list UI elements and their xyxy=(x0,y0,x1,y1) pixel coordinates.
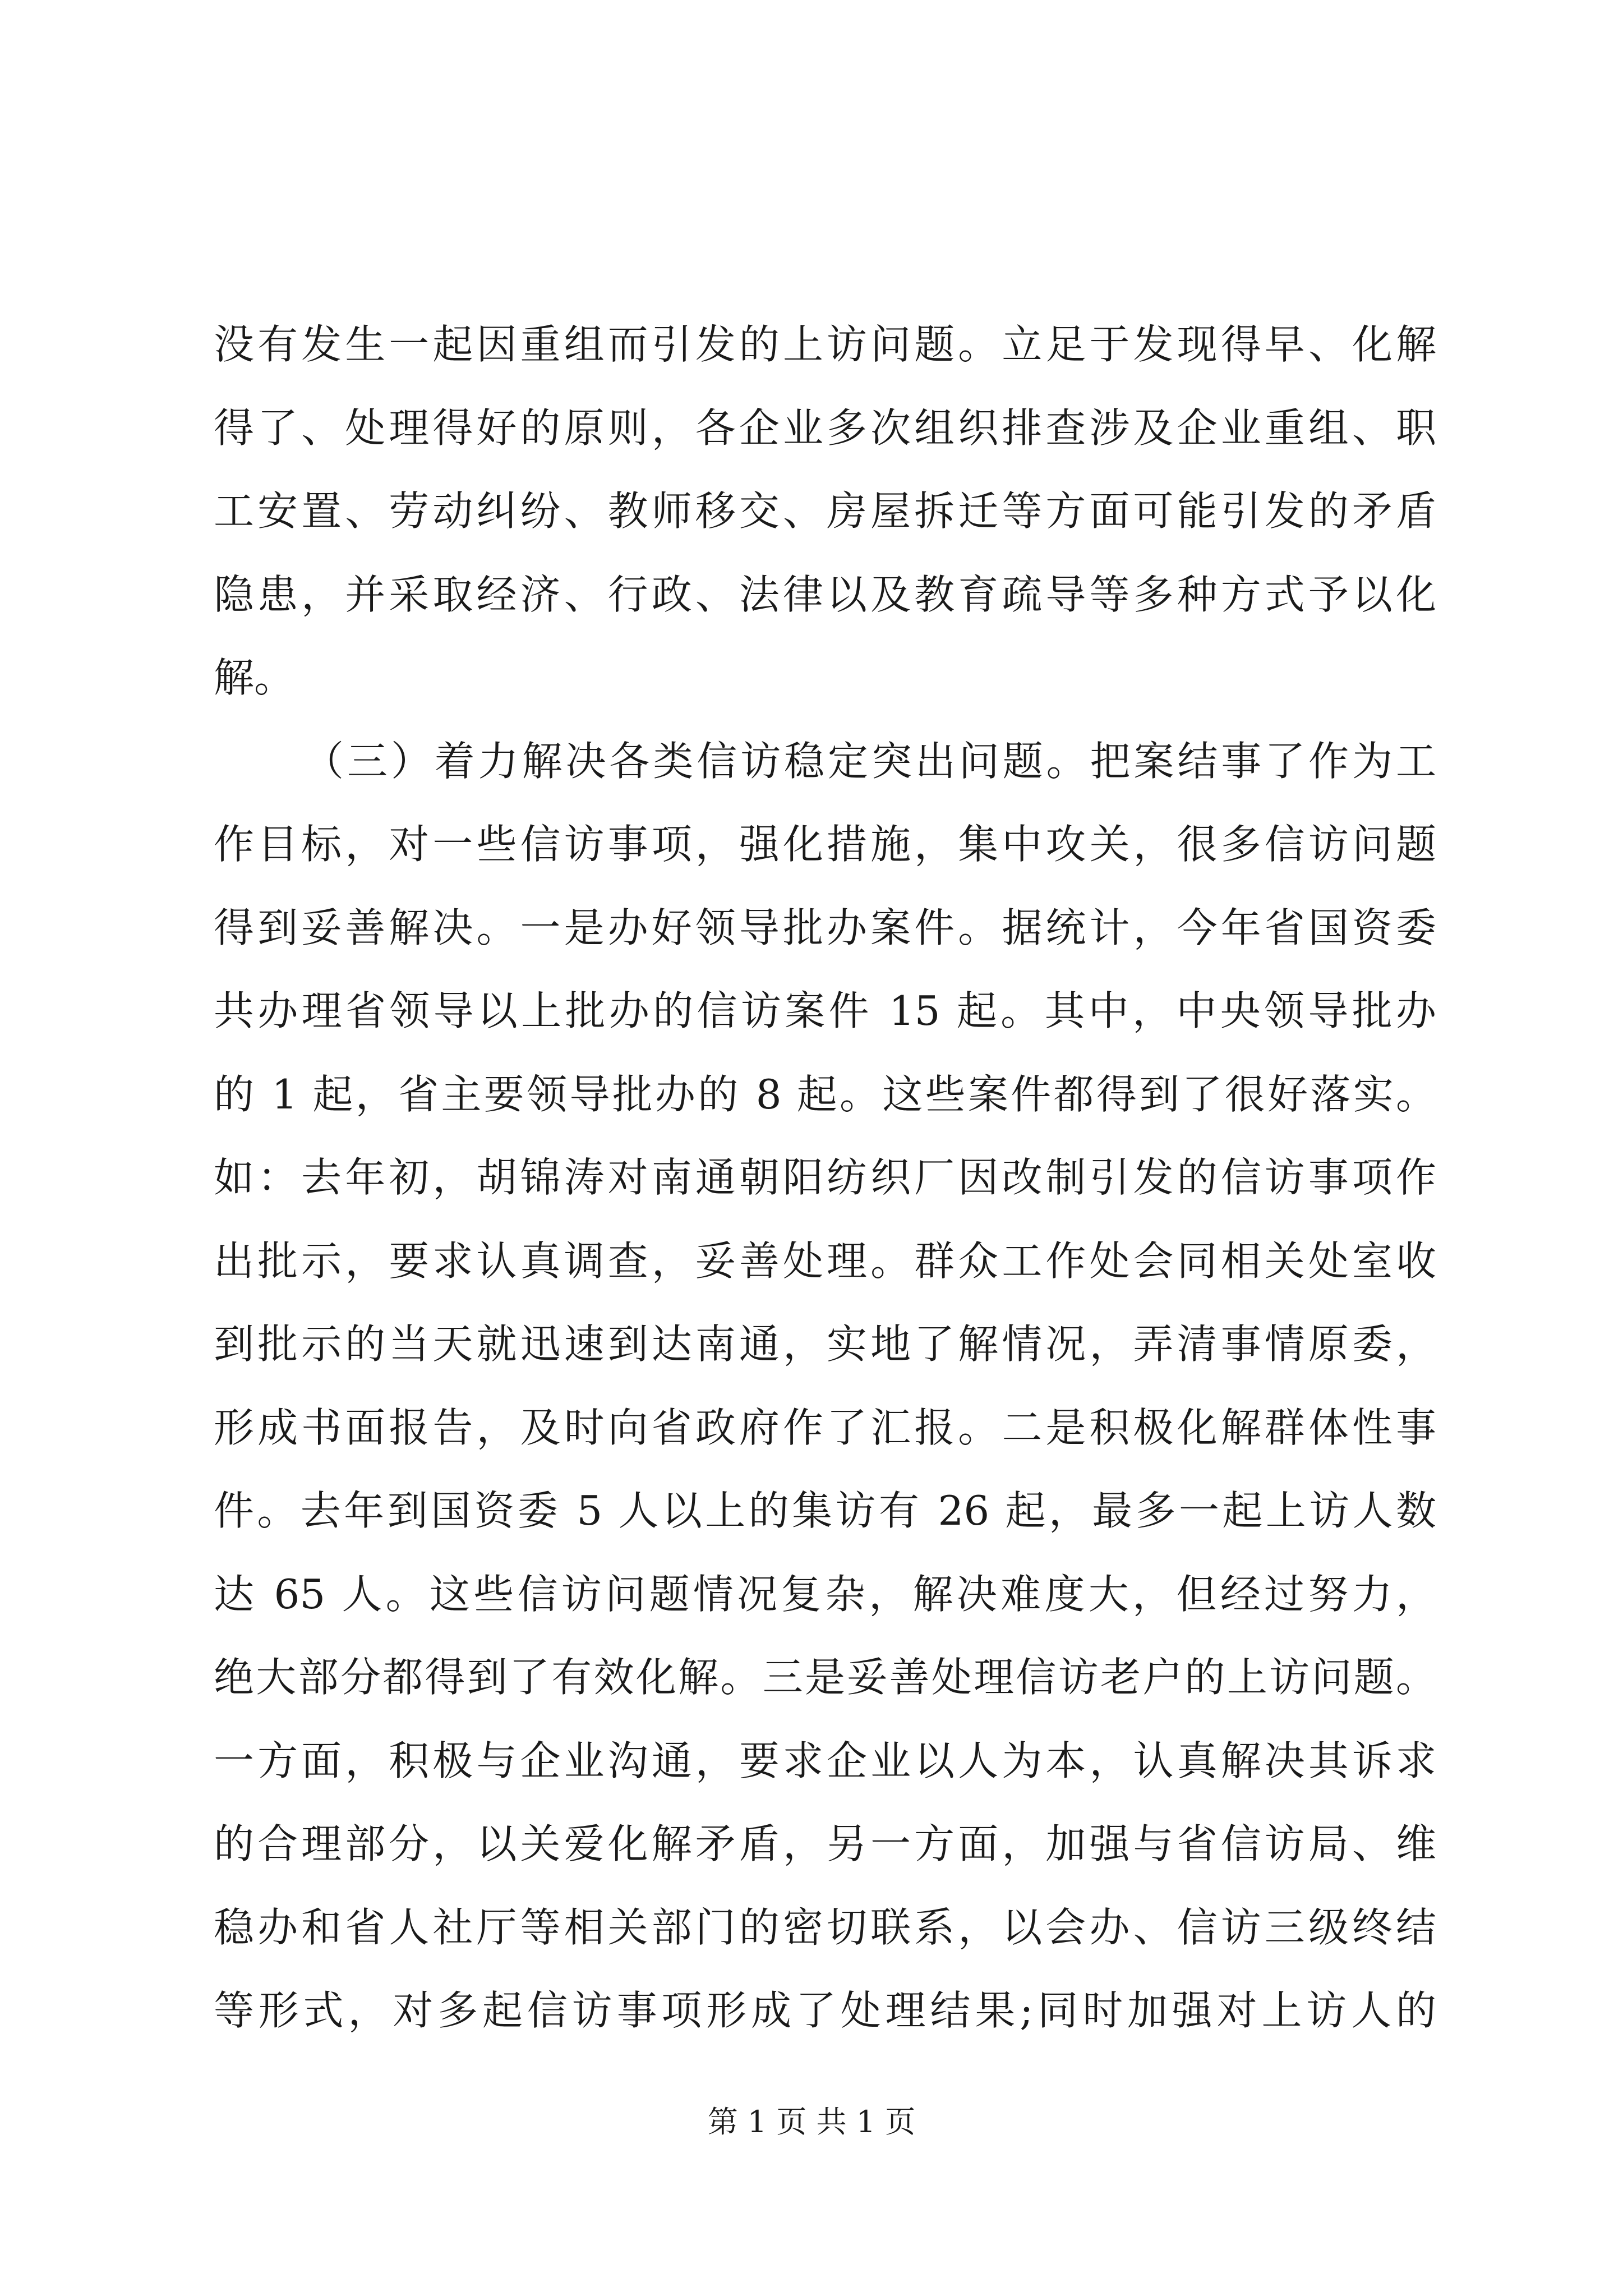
text-line: 到批示的当天就迅速到达南通，实地了解情况，弄清事情原委， xyxy=(214,1320,1436,1368)
text-line: 得到妥善解决。一是办好领导批办案件。据统计，今年省国资委 xyxy=(214,904,1436,951)
text-line: 一方面，积极与企业沟通，要求企业以人为本，认真解决其诉求 xyxy=(214,1737,1436,1784)
page-footer: 第 1 页 共 1 页 xyxy=(707,2104,916,2139)
text-line: 隐患，并采取经济、行政、法律以及教育疏导等多种方式予以化 xyxy=(214,570,1436,618)
text-line: 的 1 起，省主要领导批办的 8 起。这些案件都得到了很好落实。 xyxy=(214,1070,1436,1118)
text-line: 得了、处理得好的原则，各企业多次组织排查涉及企业重组、职 xyxy=(214,404,1436,452)
text-line: 件。去年到国资委 5 人以上的集访有 26 起，最多一起上访人数 xyxy=(214,1487,1436,1534)
text-line: 形成书面报告，及时向省政府作了汇报。二是积极化解群体性事 xyxy=(214,1404,1436,1451)
text-line: 的合理部分，以关爱化解矛盾，另一方面，加强与省信访局、维 xyxy=(214,1820,1436,1867)
text-line: 等形式，对多起信访事项形成了处理结果;同时加强对上访人的 xyxy=(214,1987,1436,2034)
text-line: 解。 xyxy=(214,654,295,701)
text-line: 工安置、劳动纠纷、教师移交、房屋拆迁等方面可能引发的矛盾 xyxy=(214,487,1436,535)
text-line: 作目标，对一些信访事项，强化措施，集中攻关，很多信访问题 xyxy=(214,821,1436,868)
text-line: 稳办和省人社厅等相关部门的密切联系，以会办、信访三级终结 xyxy=(214,1903,1436,1951)
body-text xyxy=(214,303,1436,2053)
text-line: 共办理省领导以上批办的信访案件 15 起。其中，中央领导批办 xyxy=(214,987,1436,1034)
text-line: 出批示，要求认真调查，妥善处理。群众工作处会同相关处室收 xyxy=(214,1237,1436,1285)
text-line: 如：去年初，胡锦涛对南通朝阳纺织厂因改制引发的信访事项作 xyxy=(214,1154,1436,1201)
section-heading-line: （三）着力解决各类信访稳定突出问题。把案结事了作为工 xyxy=(303,737,1436,785)
text-line: 达 65 人。这些信访问题情况复杂，解决难度大，但经过努力， xyxy=(214,1570,1436,1618)
text-line: 绝大部分都得到了有效化解。三是妥善处理信访老户的上访问题。 xyxy=(214,1654,1436,1701)
text-line: 没有发生一起因重组而引发的上访问题。立足于发现得早、化解 xyxy=(214,321,1436,368)
